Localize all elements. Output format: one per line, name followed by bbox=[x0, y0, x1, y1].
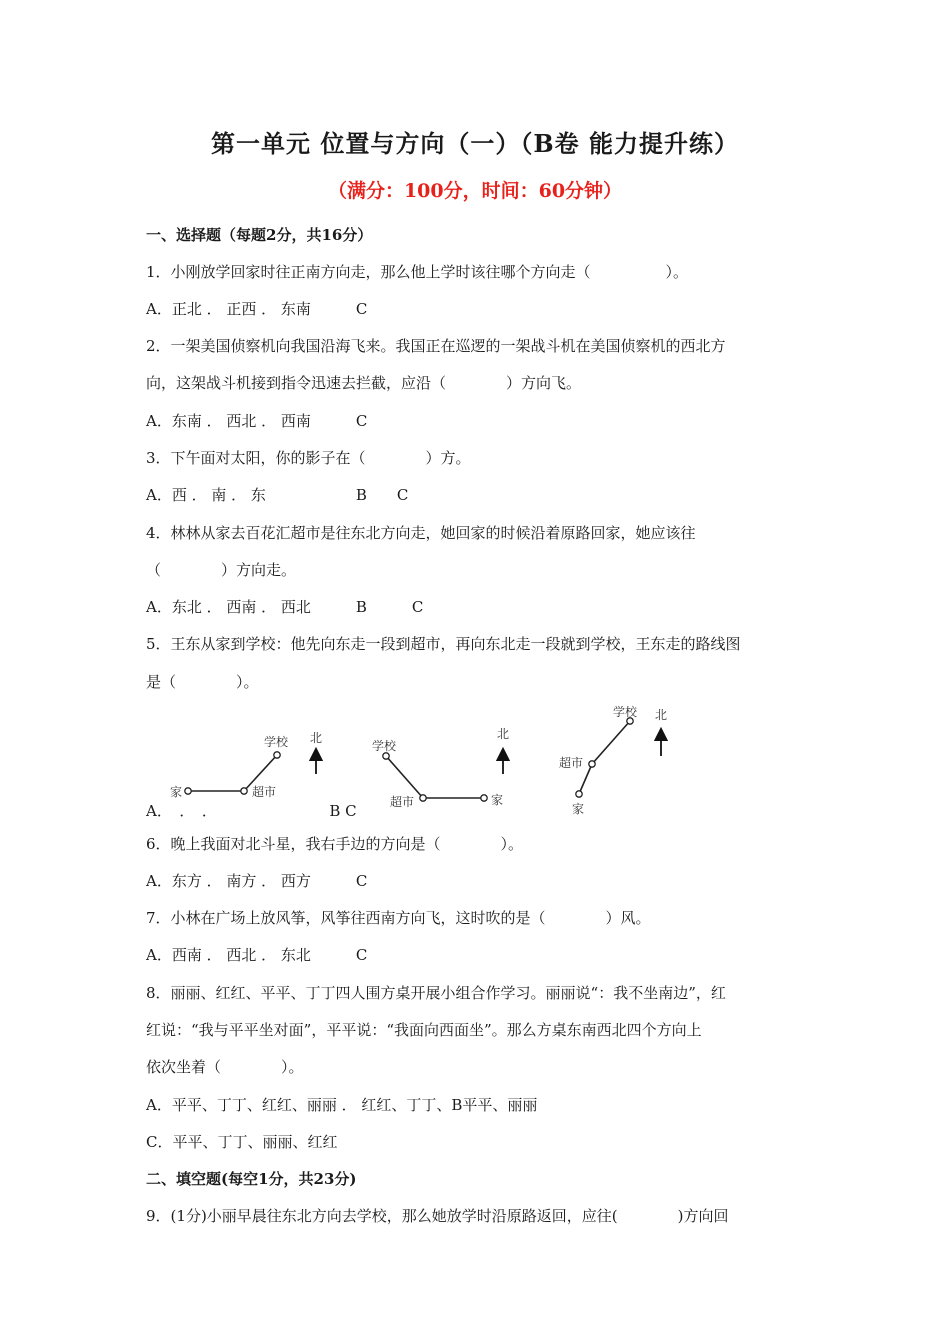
q2-options: A．东南 ． 西北 ． 西南 C bbox=[146, 412, 368, 430]
diagram-a-school-label: 学校 bbox=[264, 735, 289, 749]
diagram-c-north-label: 北 bbox=[655, 708, 668, 722]
q8-stem-line2: 红说：“我与平平坐对面”，平平说：“我面向西面坐”。那么方桌东南西北四个方向上 bbox=[146, 1021, 702, 1039]
diagram-a-north-label: 北 bbox=[310, 731, 323, 745]
q8-options-ab: A．平平、丁丁、红红、丽丽 ． 红红、丁丁、B平平、丽丽 bbox=[146, 1096, 538, 1114]
diagram-a-market-label: 超市 bbox=[252, 785, 277, 799]
q8-option-c: C．平平、丁丁、丽丽、红红 bbox=[146, 1133, 338, 1151]
diagram-b-home-label: 家 bbox=[491, 793, 504, 807]
q5-stem-line2: 是（ ）。 bbox=[146, 673, 259, 691]
q7-stem: 7．小林在广场上放风筝，风筝往西南方向飞，这时吹的是（ ）风。 bbox=[146, 909, 651, 927]
diagram-b-school-label: 学校 bbox=[372, 739, 397, 753]
route-diagram-a bbox=[170, 731, 322, 799]
q1-options: A．正北 ． 正西 ． 东南 C bbox=[146, 300, 368, 318]
diagram-b-north-label: 北 bbox=[497, 727, 510, 741]
diagram-c-market-label: 超市 bbox=[559, 756, 584, 770]
q2-stem-line1: 2．一架美国侦察机向我国沿海飞来。我国正在巡逻的一架战斗机在美国侦察机的西北方 bbox=[146, 337, 726, 355]
route-diagram-c bbox=[559, 704, 667, 816]
q8-stem-line3: 依次坐着（ ）。 bbox=[146, 1058, 304, 1076]
q4-stem-line2: （ ）方向走。 bbox=[146, 561, 297, 579]
q3-stem: 3．下午面对太阳，你的影子在（ ）方。 bbox=[146, 449, 471, 467]
route-diagram-b bbox=[372, 727, 509, 809]
q5-options: A． ． ． B C bbox=[146, 802, 357, 820]
section-1-heading: 一、选择题（每题2分，共16分） bbox=[146, 226, 373, 244]
q3-options: A．西 ． 南 ． 东 B C bbox=[146, 486, 409, 504]
q4-stem-line1: 4．林林从家去百花汇超市是往东北方向走，她回家的时候沿着原路回家，她应该往 bbox=[146, 524, 696, 542]
page-title: 第一单元 位置与方向（一）（B卷 能力提升练） bbox=[211, 129, 739, 158]
score-time-subtitle: （满分：100分，时间：60分钟） bbox=[327, 180, 623, 202]
diagram-c-school-label: 学校 bbox=[613, 705, 638, 719]
q9-stem: 9．(1分)小丽早晨往东北方向去学校，那么她放学时沿原路返回，应往( )方向回 bbox=[146, 1207, 729, 1225]
diagram-c-home-label: 家 bbox=[572, 802, 585, 816]
q6-options: A．东方 ． 南方 ． 西方 C bbox=[146, 872, 368, 890]
q8-stem-line1: 8．丽丽、红红、平平、丁丁四人围方桌开展小组合作学习。丽丽说“：我不坐南边”，红 bbox=[146, 984, 726, 1002]
q7-options: A．西南 ． 西北 ． 东北 C bbox=[146, 946, 368, 964]
q5-stem-line1: 5．王东从家到学校：他先向东走一段到超市，再向东北走一段就到学校，王东走的路线图 bbox=[146, 635, 741, 653]
q2-stem-line2: 向，这架战斗机接到指令迅速去拦截，应沿（ ）方向飞。 bbox=[146, 374, 582, 392]
diagram-b-market-label: 超市 bbox=[390, 795, 415, 809]
q6-stem: 6．晚上我面对北斗星，我右手边的方向是（ ）。 bbox=[146, 835, 524, 853]
q1-stem: 1．小刚放学回家时往正南方向走，那么他上学时该往哪个方向走（ ）。 bbox=[146, 263, 689, 281]
diagram-a-home-label: 家 bbox=[170, 785, 183, 799]
q4-options: A．东北 ． 西南 ． 西北 B C bbox=[146, 598, 424, 616]
section-2-heading: 二、填空题(每空1分，共23分) bbox=[146, 1170, 357, 1188]
